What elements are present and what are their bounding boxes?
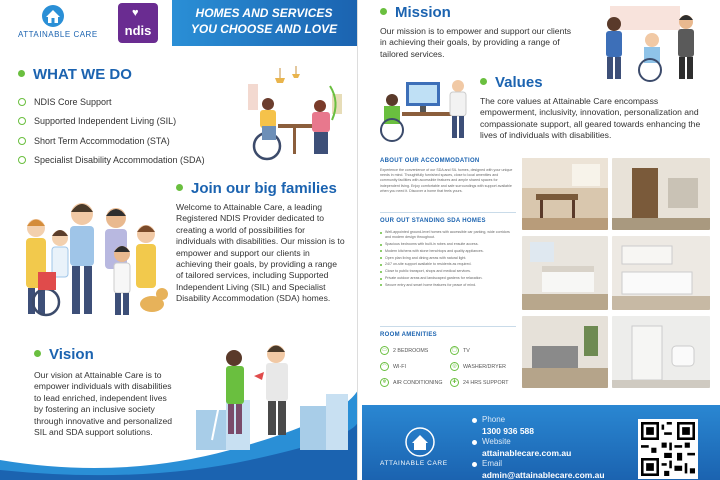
- sda-feature-item: 24/7 on-site support available to residents as required.: [380, 262, 516, 267]
- photo-hallway: [612, 158, 710, 230]
- services-list: [18, 92, 238, 170]
- circle-bullet-icon: [18, 137, 26, 145]
- bullet-dot-icon: [380, 8, 387, 15]
- values-title-text: Values: [495, 74, 543, 91]
- amenity-tv: [450, 346, 520, 355]
- sda-homes-heading: OUR OUT STANDING SDA HOMES: [380, 218, 486, 224]
- sda-feature-item: Close to public transport, shops and medical services.: [380, 269, 516, 274]
- bed-icon: ▭: [380, 346, 389, 355]
- bullet-dot-icon: [34, 350, 41, 357]
- amenity-label: AIR CONDITIONING: [393, 379, 443, 386]
- qr-code-icon: [641, 422, 695, 476]
- families-title: [176, 180, 337, 197]
- brochure-left-page: [0, 0, 358, 480]
- circle-bullet-icon: [18, 98, 26, 106]
- amenity-washer: [450, 362, 520, 371]
- photo-bedroom: [522, 236, 608, 310]
- sda-feature-item: Modern kitchens with stone benchtops and quality appliances.: [380, 249, 516, 254]
- amenity-label: TV: [463, 347, 470, 354]
- families-title-text: Join our big families: [191, 180, 337, 197]
- service-item: [18, 131, 238, 151]
- service-item: [18, 92, 238, 112]
- computer-desk-illustration: [376, 72, 476, 144]
- amenity-label: WASHER/DRYER: [463, 363, 506, 370]
- globe-icon: [472, 440, 477, 445]
- house-logo-icon: [404, 427, 436, 457]
- email-label: Email: [482, 459, 503, 468]
- circle-bullet-icon: [18, 156, 26, 164]
- amenity-wifi: [380, 362, 450, 371]
- vision-title: [34, 346, 94, 363]
- phone-label: Phone: [482, 415, 506, 424]
- sda-feature-item: Spacious bedrooms with built-in robes and ensuite access.: [380, 242, 516, 247]
- qr-code[interactable]: [638, 419, 698, 479]
- email-link[interactable]: admin@attainablecare.com.au: [482, 470, 605, 480]
- room-amenities-heading: ROOM AMENITIES: [380, 332, 437, 338]
- care-table-illustration: [240, 64, 348, 164]
- amenity-air-conditioning: [380, 378, 450, 387]
- tagline: [170, 5, 358, 37]
- service-item: [18, 112, 238, 132]
- amenity-label: WI-FI: [393, 363, 406, 370]
- values-body: The core values at Attainable Care encompass empowerment, inclusivity, innovation, personalization and compassionate support, all geared towards enhancing the lives of individuals with disabilities.: [480, 96, 701, 141]
- website-label: Website: [482, 437, 511, 446]
- what-we-do-title: [18, 66, 132, 83]
- amenity-support: [450, 378, 520, 387]
- amenity-label: 2 BEDROOMS: [393, 347, 429, 354]
- header-banner: [0, 0, 358, 46]
- tv-icon: ▢: [450, 346, 459, 355]
- bullet-dot-icon: [18, 70, 25, 77]
- brochure-right-page: [362, 0, 720, 480]
- tagline-line-2: YOU CHOOSE AND LOVE: [190, 22, 338, 36]
- email-icon: [472, 462, 477, 467]
- phone-icon: [472, 418, 477, 423]
- phone-number[interactable]: 1300 936 588: [482, 426, 534, 436]
- website-link[interactable]: attainablecare.com.au: [482, 448, 572, 458]
- bullet-dot-icon: [480, 78, 487, 85]
- amenities-grid: [380, 346, 520, 387]
- sda-feature-item: Open plan living and dining areas with natural light.: [380, 256, 516, 261]
- section-divider: [380, 212, 516, 213]
- mission-title-text: Mission: [395, 4, 451, 21]
- sda-features-list: [380, 230, 516, 290]
- values-title: [480, 74, 543, 91]
- heart-icon: ♥: [132, 7, 139, 19]
- photo-kitchen: [612, 236, 710, 310]
- what-we-do-title-text: WHAT WE DO: [33, 66, 132, 83]
- section-divider: [380, 326, 516, 327]
- carers-wheelchair-illustration: [590, 2, 710, 84]
- circle-bullet-icon: [18, 117, 26, 125]
- washer-icon: ◎: [450, 362, 459, 371]
- photo-living-room: [522, 316, 608, 388]
- support-icon: ✚: [450, 378, 459, 387]
- service-label: Supported Independent Living (SIL): [34, 116, 177, 127]
- brand-logo-text: ATTAINABLE CARE: [18, 30, 98, 39]
- mission-body: Our mission is to empower and support our clients in achieving their goals, by providing a range of tailored services.: [380, 26, 572, 59]
- amenity-bedrooms: [380, 346, 450, 355]
- mission-title: [380, 4, 451, 21]
- photo-dining-room: [522, 158, 608, 230]
- about-accommodation-body: Experience the convenience of our SDA and SIL homes, designed with your unique needs in mind. Thoughtfully furnished spaces, close to local amenities and community facilities with accessible features and ample shared spaces for independent living. Enjoy comfortable and safe surroundings with support available when you need it. Discover a home that feels yours.: [380, 168, 513, 193]
- service-label: Specialist Disability Accommodation (SDA): [34, 155, 205, 166]
- photo-bathroom: [612, 316, 710, 388]
- tagline-line-1: HOMES AND SERVICES: [195, 6, 333, 20]
- service-label: NDIS Core Support: [34, 96, 112, 107]
- group-people-illustration: [12, 192, 170, 322]
- contact-footer: [362, 405, 720, 480]
- helping-hands-illustration: [190, 340, 350, 450]
- house-logo-icon: [40, 4, 66, 28]
- footer-logo-text: ATTAINABLE CARE: [380, 460, 448, 467]
- ndis-logo: [118, 3, 158, 43]
- sda-feature-item: Secure entry and smart home features for peace of mind.: [380, 283, 516, 288]
- service-label: Short Term Accommodation (STA): [34, 135, 170, 146]
- sda-feature-item: Private outdoor areas and landscaped gardens for relaxation.: [380, 276, 516, 281]
- ndis-text: ndis: [124, 23, 152, 38]
- ac-icon: ❄: [380, 378, 389, 387]
- bullet-dot-icon: [176, 184, 183, 191]
- vision-body: Our vision at Attainable Care is to empower individuals with disabilities to lead enriched, independent lives by fostering an inclusive society through innovative and personalized SIL and SDA support solutions.: [34, 370, 173, 438]
- sda-feature-item: Well-appointed ground-level homes with accessible car parking, wide corridors and modern design throughout.: [380, 230, 516, 240]
- about-accommodation-heading: ABOUT OUR ACCOMMODATION: [380, 158, 480, 164]
- service-item: [18, 151, 238, 171]
- families-body: Welcome to Attainable Care, a leading Registered NDIS Provider dedicated to creating a world of possibilities for individuals with disabilities. Our mission is to empower and support our clients in achieving their goals, by providing a range of tailored services, including Supported Independent Living (SIL) and Specialist Disability Accommodation (SDA) homes.: [176, 202, 345, 304]
- amenity-label: 24 HRS SUPPORT: [463, 379, 509, 386]
- vision-title-text: Vision: [49, 346, 94, 363]
- wifi-icon: ◠: [380, 362, 389, 371]
